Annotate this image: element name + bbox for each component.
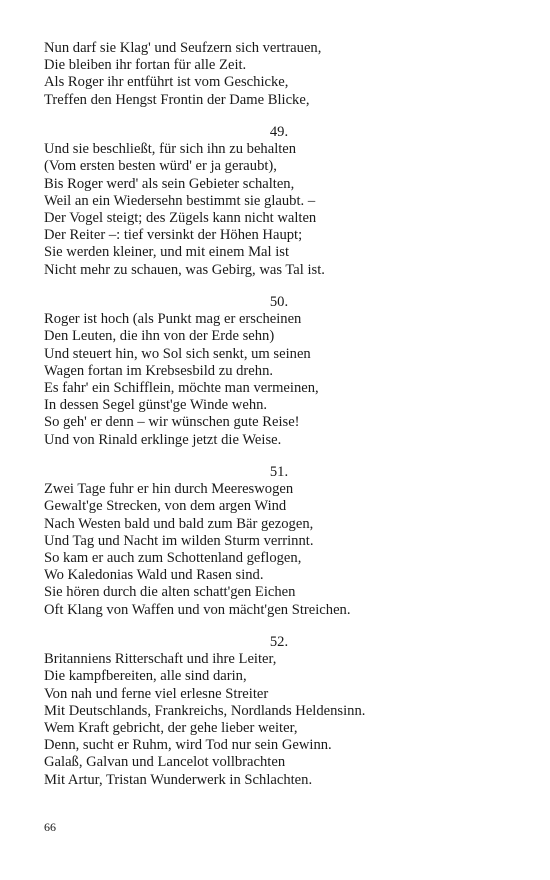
verse-line: Zwei Tage fuhr er hin durch Meereswogen [44,481,294,498]
verse-line: Roger ist hoch (als Punkt mag er erscheinen [44,311,302,328]
verse-line: Von nah und ferne viel erlesne Streiter [44,685,269,702]
verse-line: So geh' er denn – wir wünschen gute Reise! [44,414,300,431]
verse-line: Der Reiter –: tief versinkt der Höhen Haupt; [44,227,303,244]
verse-line: Mit Artur, Tristan Wunderwerk in Schlachten. [44,771,313,788]
stanza-number: 49. [269,124,289,140]
verse-line: Wem Kraft gebricht, der gehe lieber weiter, [44,720,298,737]
stanza-52 [44,634,514,789]
stanza-number: 50. [269,294,289,311]
stanza-49 [44,124,514,279]
verse-line: Bis Roger werd' als sein Gebieter schalten, [44,175,295,192]
verse-line: Die bleiben ihr fortan für alle Zeit. [44,57,247,74]
stanza-number: 51. [269,464,289,481]
verse-line: Als Roger ihr entführt ist vom Geschicke, [44,74,289,91]
verse-line: Nun darf sie Klag' und Seufzern sich vertrauen, [44,40,322,56]
stanza-50 [44,294,514,449]
verse-line: Oft Klang von Waffen und von mächt'gen Streichen. [44,601,351,618]
verse-line: Nicht mehr zu schauen, was Gebirg, was Tal ist. [44,261,325,278]
verse-line: Wo Kaledonias Wald und Rasen sind. [44,567,264,584]
verse-line: Der Vogel steigt; des Zügels kann nicht walten [44,210,317,227]
verse-line: Denn, sucht er Ruhm, wird Tod nur sein Gewinn. [44,737,332,754]
verse-line: Und sie beschließt, für sich ihn zu behalten [44,141,297,158]
page-number: 66 [44,820,56,834]
verse-line: Britanniens Ritterschaft und ihre Leiter, [44,651,277,668]
verse-line: Mit Deutschlands, Frankreichs, Nordlands Heldensinn. [44,702,366,719]
verse-line: (Vom ersten besten würd' er ja geraubt), [44,158,277,175]
verse-line: Sie werden kleiner, und mit einem Mal ist [44,244,290,261]
page-body [44,40,514,789]
verse-line: Gewalt'ge Strecken, von dem argen Wind [44,498,287,515]
intro-lines [44,40,514,109]
verse-line: Sie hören durch die alten schatt'gen Eichen [44,584,296,601]
verse-line: Und von Rinald erklinge jetzt die Weise. [44,431,282,448]
verse-line: Und steuert hin, wo Sol sich senkt, um seinen [44,345,311,362]
verse-line: Weil an ein Wiedersehn bestimmt sie glaubt. – [44,192,316,209]
verse-line: In dessen Segel günst'ge Winde wehn. [44,397,268,414]
verse-line: Nach Westen bald und bald zum Bär gezogen, [44,515,314,532]
verse-line: Den Leuten, die ihn von der Erde sehn) [44,328,275,345]
stanza-51 [44,464,514,619]
verse-line: So kam er auch zum Schottenland geflogen, [44,550,302,567]
verse-line: Und Tag und Nacht im wilden Sturm verrinnt. [44,532,314,549]
verse-line: Treffen den Hengst Frontin der Dame Blicke, [44,91,310,108]
verse-line: Es fahr' ein Schifflein, möchte man vermeinen, [44,380,319,397]
verse-line: Galaß, Galvan und Lancelot vollbrachten [44,754,286,771]
stanza-number: 52. [269,634,289,651]
verse-line: Wagen fortan im Krebsesbild zu drehn. [44,362,274,379]
verse-line: Die kampfbereiten, alle sind darin, [44,668,247,685]
